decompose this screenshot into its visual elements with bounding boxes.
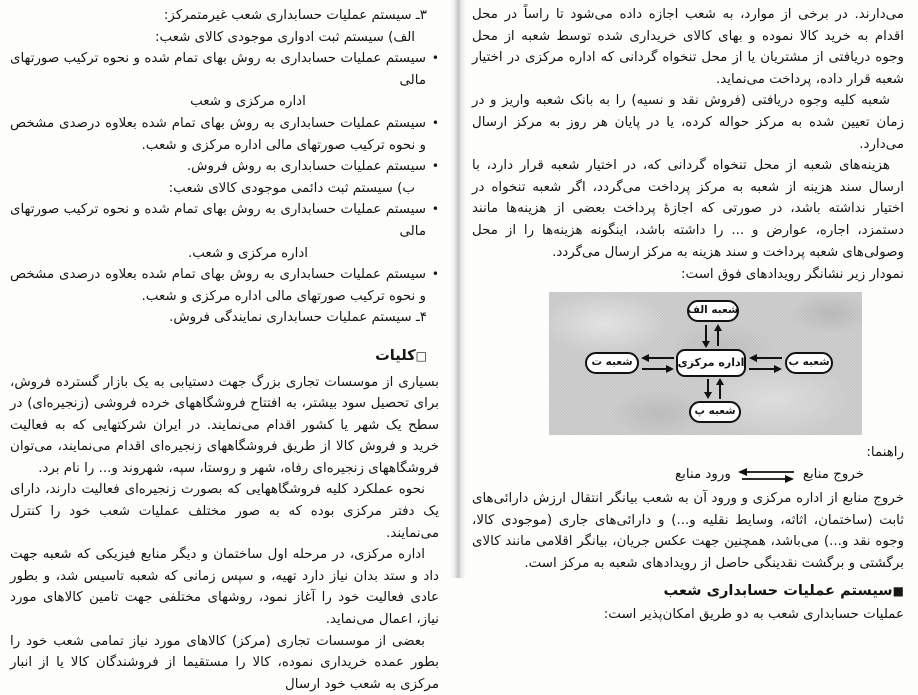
- arrow-left-to-branch-te: [641, 354, 674, 362]
- bullet-icon: •: [431, 51, 439, 66]
- bullet-text: سیستم عملیات حسابداری به روش بهای تمام شده و نحوه ترکیب صورتهای مالی: [10, 202, 426, 239]
- left-page: [0, 0, 452, 692]
- bullet-text: سیستم عملیات حسابداری به روش بهای تمام شده بعلاوه درصدی مشخص و نحوه ترکیب صورتهای مالی اداره مرکزی و شعب.: [10, 115, 426, 153]
- arrow-down-to-center: [702, 325, 710, 348]
- bullet-text: سیستم عملیات حسابداری به روش بهای تمام شده بعلاوه درصدی مشخص و نحوه ترکیب صورتهای مالی اداره مرکزی و شعب.: [10, 267, 426, 304]
- legend-paragraph: خروج منابع از اداره مرکزی و ورود آن به شعب بیانگر انتقال ارزش دارائی‌های ثابت (ساختمان، اثاثه، وسایط نقلیه و...) و دارائی‌های جاری (موجودی کالا، وجوه نقد و...) می‌باشد، همچنین جهت عکس جریان، بیانگر اقلامی مانند کالای برگشتی و برگشت نقدینگی حاصل از رویدادهای شعبه به مرکز است.: [472, 490, 904, 571]
- bullet-item: [10, 156, 439, 178]
- bullet-item: [10, 113, 439, 156]
- diagram-node-branch-te: شعبه ت: [585, 352, 639, 374]
- filled-square-icon: ■: [892, 584, 904, 599]
- arrow-left-to-center: [749, 354, 782, 362]
- section-heading-text: کلیات: [375, 346, 416, 364]
- item-be: ب) سیستم ثبت دائمی موجودی کالای شعب:: [168, 180, 415, 196]
- bullet-icon: •: [431, 202, 439, 217]
- section-heading-branch-system: [472, 580, 904, 603]
- bullet-text-continuation: اداره مرکزی و شعب: [190, 94, 306, 110]
- section-heading-text: سیستم عملیات حسابداری شعب: [663, 582, 893, 600]
- bullet-icon: •: [431, 159, 439, 174]
- paragraph: بسیاری از موسسات تجاری بزرگ جهت دستیابی به یک بازار گسترده فروش، برای تحصیل سود بیشتر، به افتتاح فروشگاههای خرده فروشی (زنجیره‌ای) در سطح یک شهر یا کشور اقدام می‌نمایند. در ایران شرکتهایی که به فعالیت خرید و فروش کالا از طریق فروشگاههای زنجیره‌ای اقدام می‌نمایند، می‌توان فروشگاههای زنجیره‌ای رفاه، شهر و روستا، سپه، شهروند و... را نام برد.: [10, 374, 439, 476]
- arrow-down-to-branch-pe: [704, 379, 712, 399]
- branch-flow-diagram: [549, 292, 862, 435]
- arrow-up-to-center: [716, 378, 724, 399]
- bullet-item: [10, 48, 439, 113]
- paragraph: بعضی از موسسات تجاری (مرکز) کالاهای مورد نیاز تمامی شعب خود را بطور عمده خریداری نموده، کالا را مستقیما از فروشندگان کالا یا از انبار مرکزی به شعب خود ارسال: [10, 633, 439, 692]
- legend-title: راهنما:: [866, 444, 904, 460]
- closing-line: عملیات حسابداری شعب به دو طریق امکان‌پذیر است:: [603, 606, 904, 622]
- bullet-icon: •: [431, 115, 439, 130]
- numbered-item-3: ۳ـ سیستم عملیات حسابداری شعب غیرمتمرکز:: [163, 8, 427, 23]
- right-page: [464, 0, 918, 622]
- bullet-item: [10, 264, 439, 307]
- legend-outflow-label: خروج منابع: [802, 467, 864, 483]
- bullet-text: سیستم عملیات حسابداری به روش بهای تمام شده و نحوه ترکیب صورتهای مالی: [10, 51, 426, 88]
- diagram-node-branch-alef: شعبه الف: [687, 300, 739, 322]
- paragraph: می‌دارند. در برخی از موارد، به شعب اجازه داده می‌شود تا راساً در محل اقدام به خرید کالا نموده و بهای کالای خریداری شده توسط شعبه از محل وجوه دریافتی از مشتریان یا از محل تنخواه گردانی که اداره مرکزی در اختیار شعبه قرار داده، پرداخت می‌نماید.: [472, 7, 904, 87]
- open-square-icon: □: [415, 348, 427, 363]
- exchange-arrows-icon: [738, 467, 796, 484]
- paragraph: شعبه کلیه وجوه دریافتی (فروش نقد و نسیه) را به بانک شعبه واریز و در زمان تعیین شده به مرکز حواله کرده، یا در پایان هر روز به مرکز ارسال می‌دارد.: [472, 93, 904, 152]
- diagram-node-central-office: اداره مرکزی: [676, 349, 746, 377]
- paragraph: هزینه‌های شعبه از محل تنخواه گردانی که، در اختیار شعبه قرار دارد، با ارسال سند هزینه از شعبه به مرکز پرداخت می‌گردد، اگر شعبه تنخواه در اختیار نداشته باشد، در صورتی که اجازهٔ پرداخت بعضی از هزینه‌ها مانند دستمزد، اجاره، عوارض و ... را داشته باشد، اینگونه هزینه‌ها را از محل وصولی‌های شعبه پرداخت و سند هزینه به مرکز ارسال می‌گردد.: [472, 158, 904, 260]
- paragraph: اداره مرکزی، در مرحله اول ساختمان و دیگر منابع فیزیکی که شعبه جهت داد و ستد بدان نیاز دارد تهیه، و سپس زمانی که شعبه تاسیس شد، و بطور عادی فعالیت خود را آغاز نمود، روشهای مختلفی جهت تامین کالاهای مورد نیاز، اعمال می‌نماید.: [10, 547, 439, 628]
- bullet-text-continuation: اداره مرکزی و شعب.: [187, 245, 308, 261]
- bullet-item: [10, 199, 439, 264]
- diagram-node-branch-be: شعبه ب: [785, 352, 833, 374]
- bullet-icon: •: [431, 267, 439, 282]
- numbered-item-4: ۴ـ سیستم عملیات حسابداری نمایندگی فروش.: [169, 310, 427, 326]
- legend-key: [472, 464, 904, 486]
- arrow-right-to-branch-be: [749, 365, 782, 373]
- diagram-panel: [549, 292, 862, 435]
- paragraph: نحوه عملکرد کلیه فروشگاههایی که بصورت زنجیره‌ای فعالیت دارند، دارای یک دفتر مرکزی بوده که به صور مختلف عملیات شعب خود را کنترل می‌نمایند.: [10, 482, 439, 541]
- arrow-up-to-branch-alef: [714, 324, 722, 346]
- item-alef: الف) سیستم ثبت ادواری موجودی کالای شعب:: [155, 29, 415, 45]
- arrow-right-to-center: [642, 365, 674, 373]
- bullet-text: سیستم عملیات حسابداری به روش فروش.: [186, 159, 426, 175]
- diagram-node-branch-pe: شعبه پ: [689, 401, 741, 423]
- section-heading-kolliyat: [10, 345, 427, 368]
- diagram-caption: نمودار زیر نشانگر رویدادهای فوق است:: [681, 267, 904, 283]
- legend-inflow-label: ورود منابع: [675, 467, 731, 483]
